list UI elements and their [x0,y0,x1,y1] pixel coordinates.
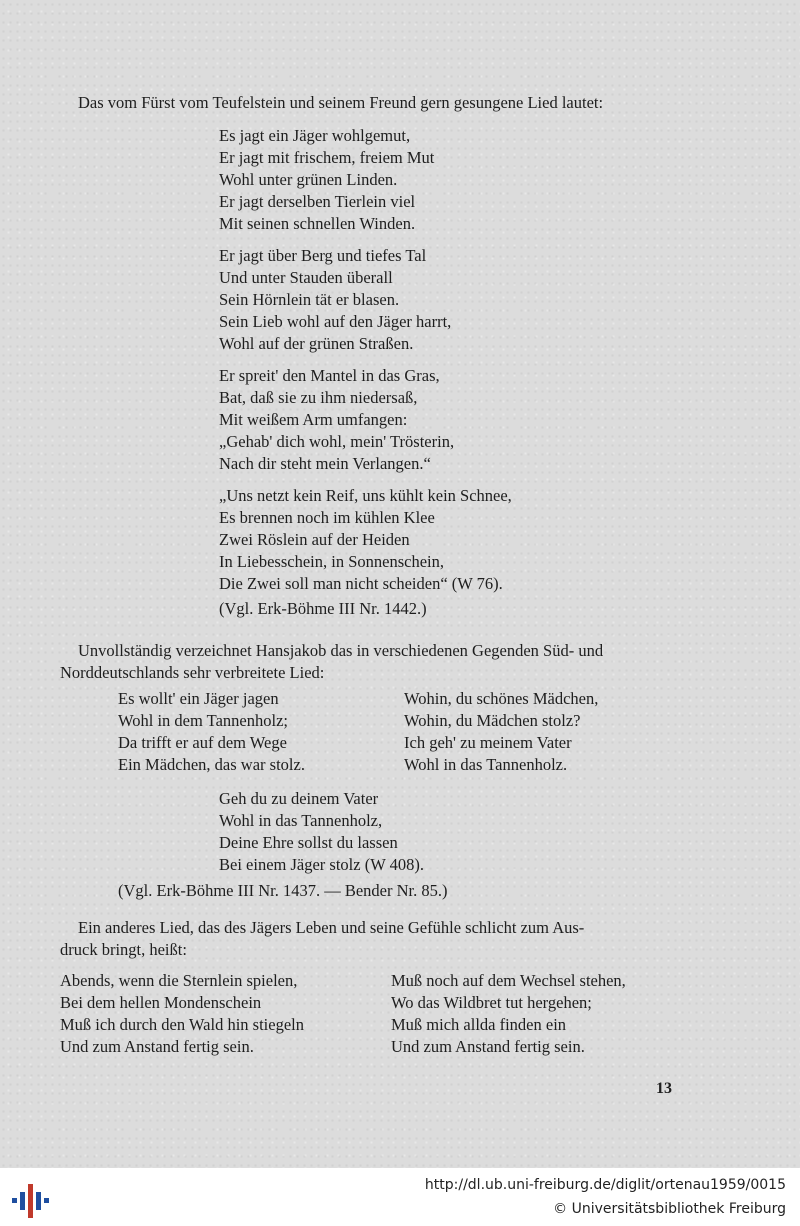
reference-1: (Vgl. Erk-Böhme III Nr. 1442.) [219,599,427,618]
poem1-line: Er spreit' den Mantel in das Gras, [219,366,440,385]
poem1-line: Mit weißem Arm umfangen: [219,410,408,429]
poem1-line: In Liebesschein, in Sonnenschein, [219,552,444,571]
paragraph-3-line: Ein anderes Lied, das des Jägers Leben und seine Gefühle schlicht zum Aus- [78,918,585,937]
poem1-line: „Gehab' dich wohl, mein' Trösterin, [219,432,455,451]
poem4-left-line: Und zum Anstand fertig sein. [60,1037,254,1056]
copyright-text: © Universitätsbibliothek Freiburg [553,1201,786,1217]
poem1-line: Es brennen noch im kühlen Klee [219,508,435,527]
poem4-right-line: Und zum Anstand fertig sein. [391,1037,585,1056]
poem4-right-line: Muß noch auf dem Wechsel stehen, [391,971,626,990]
page-number: 13 [656,1080,672,1097]
poem2-right-line: Wohin, du schönes Mädchen, [404,689,599,708]
poem2-left-line: Da trifft er auf dem Wege [118,733,287,752]
poem2-right-line: Ich geh' zu meinem Vater [404,733,572,752]
poem2-right-line: Wohin, du Mädchen stolz? [404,711,581,730]
poem1-line: Wohl unter grünen Linden. [219,170,398,189]
poem3-line: Deine Ehre sollst du lassen [219,833,398,852]
poem2-left-line: Wohl in dem Tannenholz; [118,711,288,730]
footer-bar [0,1168,800,1226]
poem1-line: Nach dir steht mein Verlangen.“ [219,454,431,473]
poem4-left-line: Muß ich durch den Wald hin stiegeln [60,1015,304,1034]
poem1-line: Er jagt mit frischem, freiem Mut [219,148,435,167]
paragraph-2-line: Norddeutschlands sehr verbreitete Lied: [60,663,325,682]
poem1-line: Und unter Stauden überall [219,268,393,287]
poem1-line: Zwei Röslein auf der Heiden [219,530,410,549]
poem1-line: Mit seinen schnellen Winden. [219,214,416,233]
poem1-line: Wohl auf der grünen Straßen. [219,334,414,353]
poem2-right-line: Wohl in das Tannenholz. [404,755,568,774]
poem4-left-line: Abends, wenn die Sternlein spielen, [60,971,298,990]
poem1-line: Es jagt ein Jäger wohlgemut, [219,126,411,145]
poem1-line: Die Zwei soll man nicht scheiden“ (W 76). [219,574,503,593]
poem1-line: „Uns netzt kein Reif, uns kühlt kein Schnee, [219,486,512,505]
poem3-line: Wohl in das Tannenholz, [219,811,383,830]
poem1-line: Sein Hörnlein tät er blasen. [219,290,400,309]
poem1-line: Bat, daß sie zu ihm niedersaß, [219,388,418,407]
ub-freiburg-logo-icon[interactable] [10,1180,50,1220]
paragraph-3-line: druck bringt, heißt: [60,940,187,959]
reference-2: (Vgl. Erk-Böhme III Nr. 1437. — Bender Nr. 85.) [118,881,448,900]
poem2-left-line: Ein Mädchen, das war stolz. [118,755,305,774]
paragraph-2-line: Unvollständig verzeichnet Hansjakob das in verschiedenen Gegenden Süd- und [78,641,604,660]
poem2-left-line: Es wollt' ein Jäger jagen [118,689,279,708]
poem3-line: Bei einem Jäger stolz (W 408). [219,855,424,874]
poem1-line: Er jagt derselben Tierlein viel [219,192,416,211]
poem1-line: Er jagt über Berg und tiefes Tal [219,246,427,265]
poem3-line: Geh du zu deinem Vater [219,789,379,808]
source-url-link[interactable]: http://dl.ub.uni-freiburg.de/diglit/ortenau1959/0015 [424,1177,786,1193]
poem4-right-line: Wo das Wildbret tut hergehen; [391,993,592,1012]
poem4-right-line: Muß mich allda finden ein [391,1015,567,1034]
poem4-left-line: Bei dem hellen Mondenschein [60,993,262,1012]
intro-text: Das vom Fürst vom Teufelstein und seinem Freund gern gesungene Lied lautet: [78,93,604,112]
poem1-line: Sein Lieb wohl auf den Jäger harrt, [219,312,452,331]
